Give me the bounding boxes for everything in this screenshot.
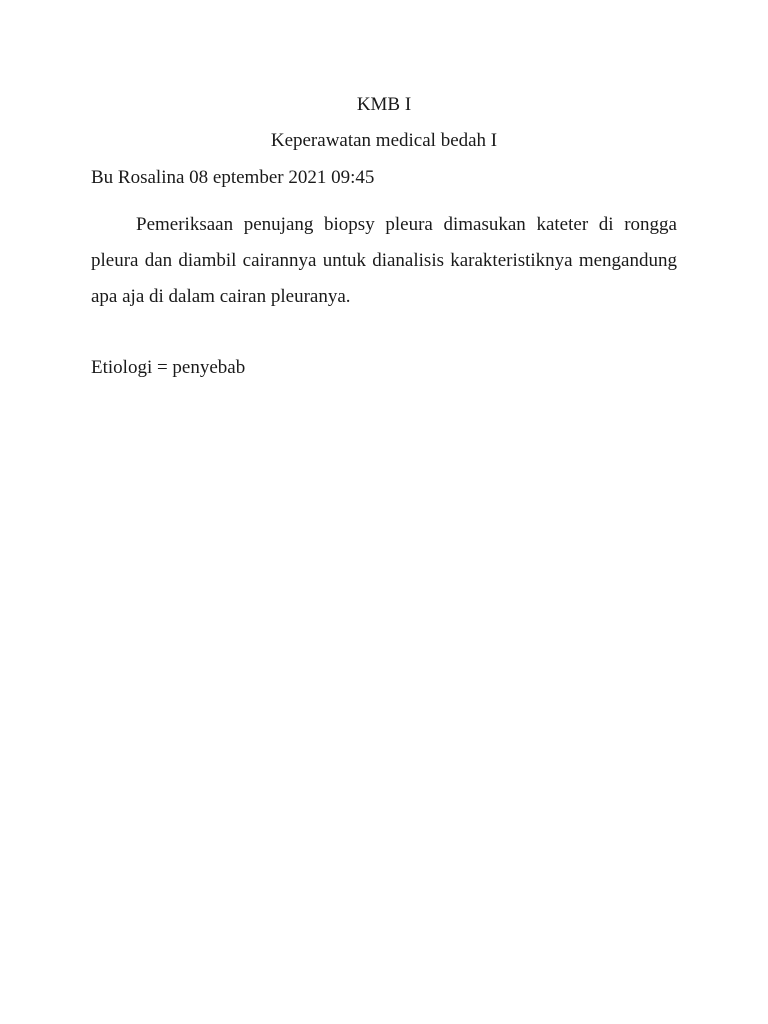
body-paragraph: Pemeriksaan penujang biopsy pleura dimasukan kateter di rongga pleura dan diambil cairannya untuk dianalisis karakteristiknya mengandung apa aja di dalam cairan pleuranya. bbox=[91, 214, 677, 307]
etiologi-line: Etiologi = penyebab bbox=[91, 357, 246, 378]
lecturer-date-line: Bu Rosalina 08 eptember 2021 09:45 bbox=[91, 167, 375, 188]
document-title: KMB I bbox=[356, 94, 412, 115]
document-subtitle: Keperawatan medical bedah I bbox=[270, 130, 498, 151]
